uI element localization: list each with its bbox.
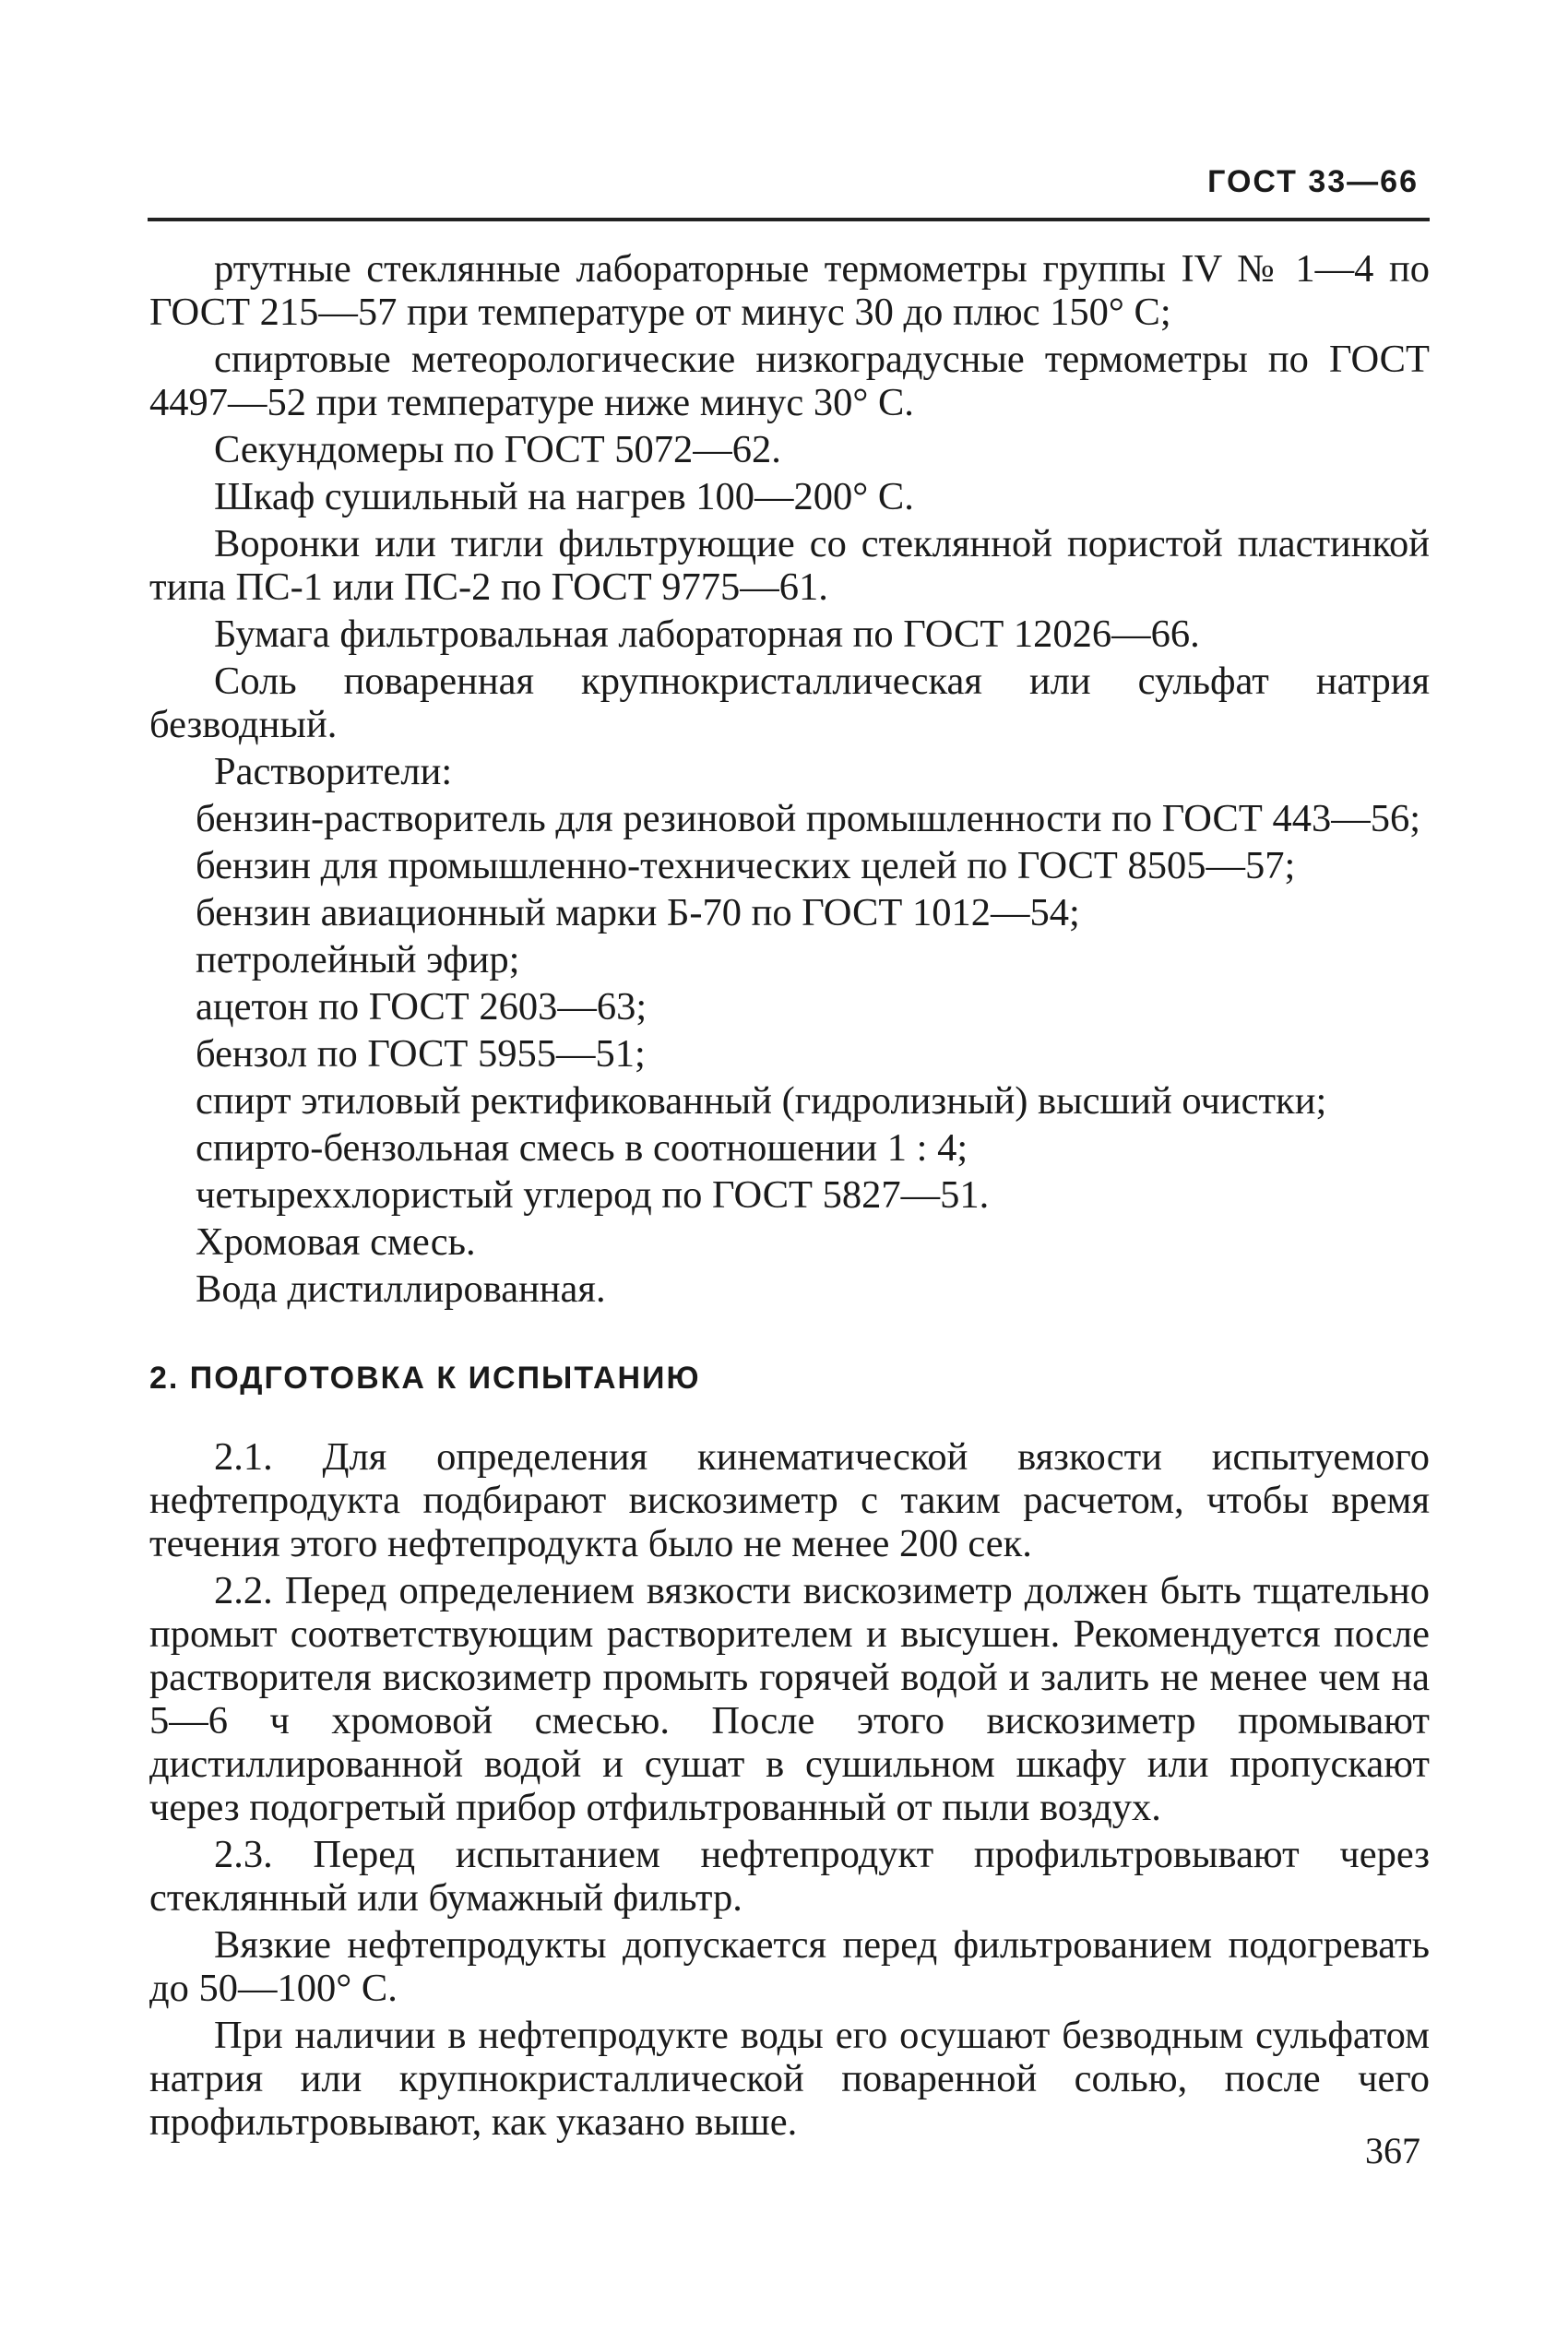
solvent-item: Вода дистиллированная.	[196, 1267, 606, 1311]
page-content	[149, 247, 1430, 2147]
equipment-item: Бумага фильтровальная лабораторная по ГОСТ 12026—66.	[214, 612, 1200, 656]
solvent-item: петролейный эфир;	[196, 938, 520, 981]
equipment-item: Секундомеры по ГОСТ 5072—62.	[214, 428, 781, 471]
solvent-item: ацетон по ГОСТ 2603—63;	[196, 985, 647, 1029]
solvent-item: бензин для промышленно-технических целей по ГОСТ 8505—57;	[196, 844, 1296, 887]
equipment-item: Растворители:	[214, 750, 453, 793]
solvent-item: бензол по ГОСТ 5955—51;	[196, 1032, 646, 1076]
paragraph: 2.1. Для определения кинематической вязкости испытуемого нефтепродукта подбирают вискозиметр с таким расчетом, чтобы время течения этого нефтепродукта было не менее 200 сек.	[149, 1435, 1430, 1565]
equipment-item: ртутные стеклянные лабораторные термометры группы IV № 1—4 по ГОСТ 215—57 при температуре от минус 30 до плюс 150° С;	[149, 247, 1430, 334]
equipment-item: спиртовые метеорологические низкоградусные термометры по ГОСТ 4497—52 при температуре ниже минус 30° С.	[149, 338, 1430, 424]
header-rule	[148, 218, 1430, 221]
paragraph: Вязкие нефтепродукты допускается перед фильтрованием подогревать до 50—100° С.	[149, 1923, 1430, 2010]
section-title: 2. ПОДГОТОВКА К ИСПЫТАНИЮ	[149, 1361, 701, 1396]
page-header: ГОСТ 33—66	[1207, 164, 1419, 199]
page-number: 367	[1365, 2130, 1420, 2171]
equipment-item: Воронки или тигли фильтрующие со стеклянной пористой пластинкой типа ПС-1 или ПС-2 по ГОСТ 9775—61.	[149, 522, 1430, 609]
solvent-item: спирт этиловый ректификованный (гидролизный) высший очистки;	[196, 1079, 1327, 1123]
solvent-item: Хромовая смесь.	[196, 1220, 476, 1264]
solvent-item: четыреххлористый углерод по ГОСТ 5827—51.	[196, 1173, 990, 1217]
equipment-item: Шкаф сушильный на нагрев 100—200° С.	[214, 475, 914, 518]
paragraph: 2.3. Перед испытанием нефтепродукт профильтровывают через стеклянный или бумажный фильтр.	[149, 1833, 1430, 1920]
solvent-item: бензин-растворитель для резиновой промышленности по ГОСТ 443—56;	[196, 797, 1421, 840]
solvent-item: бензин авиационный марки Б-70 по ГОСТ 1012—54;	[196, 891, 1080, 934]
paragraph: При наличии в нефтепродукте воды его осушают безводным сульфатом натрия или крупнокристаллической поваренной солью, после чего профильтровывают, как указано выше.	[149, 2014, 1430, 2144]
equipment-item: Соль поваренная крупнокристаллическая или сульфат натрия безводный.	[149, 660, 1430, 746]
paragraph: 2.2. Перед определением вязкости вискозиметр должен быть тщательно промыт соответствующим растворителем и высушен. Рекомендуется после растворителя вискозиметр промыть горячей водой и залить не менее чем на 5—6 ч хромовой смесью. После этого вискозиметр промывают дистиллированной водой и сушат в сушильном шкафу или пропускают через подогретый прибор отфильтрованный от пыли воздух.	[149, 1569, 1430, 1829]
solvent-item: спирто-бензольная смесь в соотношении 1 : 4;	[196, 1126, 968, 1170]
